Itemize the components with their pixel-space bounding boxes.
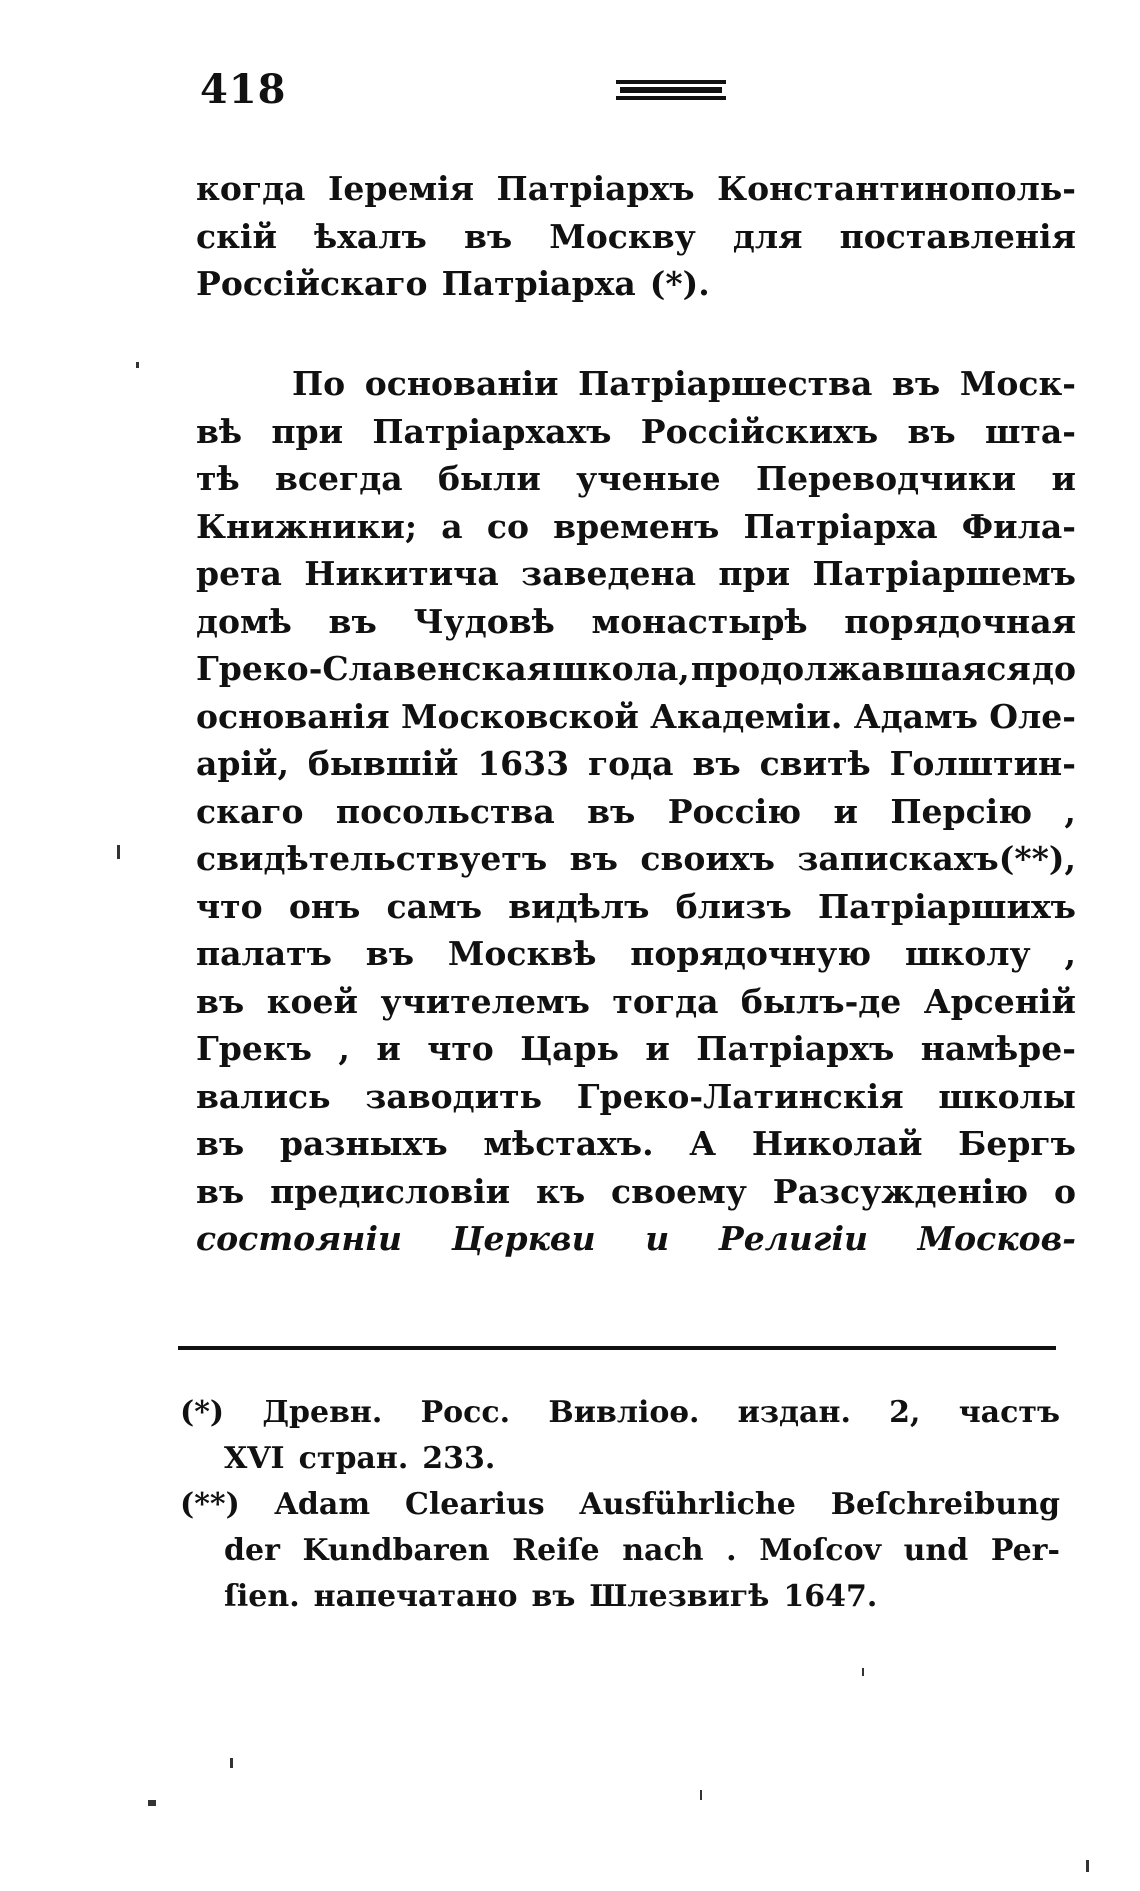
paragraph-line: арій, бывшій 1633 года въ свитѣ Голштин-	[196, 744, 1076, 783]
paragraph-line: палатъ въ Москвѣ порядочную школу ,	[196, 934, 1076, 973]
header-ornament	[616, 78, 726, 102]
footnote-rule	[178, 1346, 1056, 1350]
paragraph-line: домѣ въ Чудовѣ монастырѣ порядочная	[196, 601, 1076, 641]
paragraph-line: По основаніи Патріаршества въ Моск-	[292, 364, 1076, 403]
footnote-line: (*) Древн. Росс. Вивліоѳ. издан. 2, частъ	[180, 1395, 1060, 1430]
paragraph-line: когда Іеремія Патріархъ Константинополь-	[196, 169, 1076, 208]
paragraph-line: Греко-Славенская школа, продолжавшаяся до	[196, 649, 1076, 688]
footnote-line: der Kundbaren Reiſe nach . Moſcov und Per-	[224, 1533, 1060, 1568]
footnote-line: ſien. напечатано въ Шлезвигѣ 1647.	[224, 1579, 878, 1614]
paragraph-line: Грекъ , и что Царь и Патріархъ намѣре-	[196, 1029, 1076, 1068]
paragraph-2	[196, 360, 1076, 1263]
footnote-line: (**) Adam Clearius Ausführliche Beſchreibung	[180, 1487, 1060, 1522]
page-number: 418	[200, 66, 287, 113]
footnote-line: XVI стран. 233.	[224, 1441, 496, 1476]
paragraph-line: Книжники; а со временъ Патріарха Фила-	[196, 506, 1076, 546]
paragraph-line: въ разныхъ мѣстахъ. А Николай Бергъ	[196, 1124, 1076, 1163]
paragraph-line: свидѣтельствуетъ въ своихъ запискахъ(**),	[196, 839, 1076, 878]
paragraph-line: что онъ самъ видѣлъ близъ Патріаршихъ	[196, 886, 1076, 926]
paragraph-1	[196, 165, 1076, 308]
footnote	[180, 1390, 1060, 1482]
paragraph-line: Россійскаго Патріарха (*).	[196, 264, 710, 303]
paragraph-line: скій ѣхалъ въ Москву для поставленія	[196, 216, 1076, 256]
footnote	[180, 1482, 1060, 1620]
paragraph-line: тѣ всегда были ученые Переводчики и	[196, 459, 1076, 498]
paragraph-line: въ коей учителемъ тогда былъ-де Арсеній	[196, 981, 1076, 1021]
paragraph-line: вались заводить Греко-Латинскія школы	[196, 1076, 1076, 1116]
paragraph-line: въ предисловіи къ своему Разсужденію о	[196, 1171, 1076, 1211]
footnotes	[180, 1390, 1060, 1620]
paragraph-line: вѣ при Патріархахъ Россійскихъ въ шта-	[196, 411, 1076, 451]
paragraph-line: скаго посольства въ Россію и Персію ,	[196, 791, 1076, 831]
paragraph-line: рета Никитича заведена при Патріаршемъ	[196, 554, 1076, 593]
paragraph-line-italic: состояніи Церкви и Религіи Москов-	[196, 1219, 1076, 1258]
paragraph-line: основанія Московской Академіи. Адамъ Оле-	[196, 696, 1076, 736]
